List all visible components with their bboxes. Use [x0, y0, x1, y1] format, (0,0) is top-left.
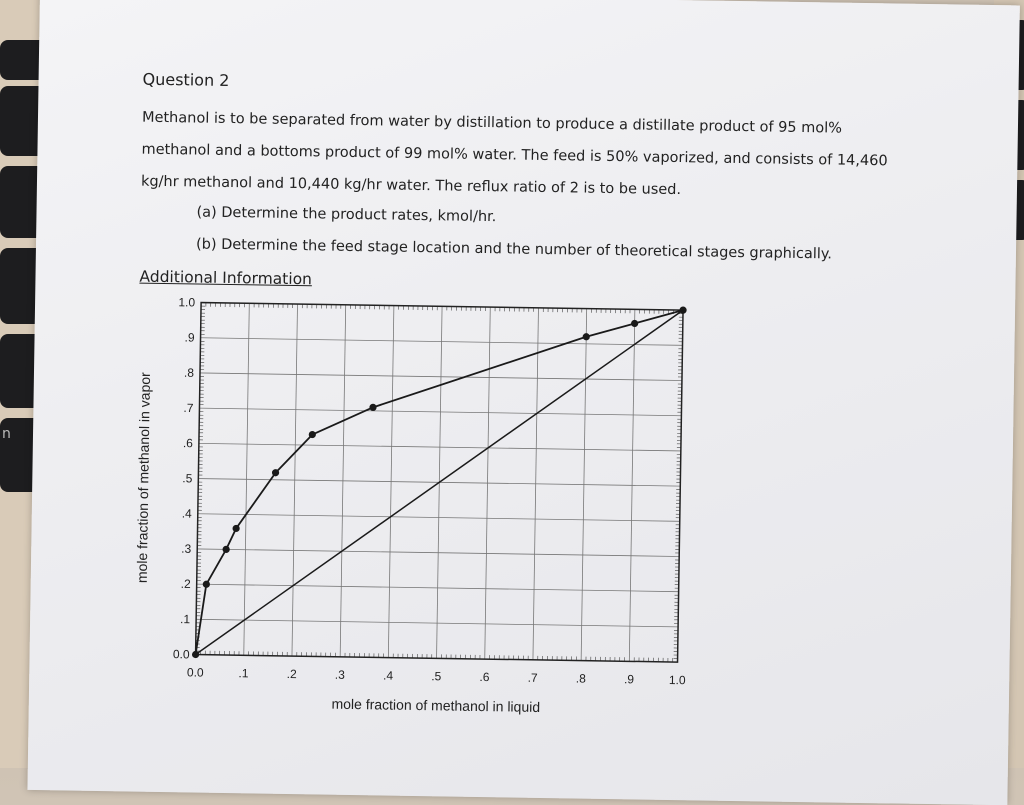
equilibrium-data-point — [223, 546, 230, 553]
equilibrium-data-point — [369, 404, 376, 411]
y-tick-label: .6 — [183, 436, 194, 450]
x-axis-label: mole fraction of methanol in liquid — [331, 696, 540, 715]
equilibrium-data-point — [631, 320, 638, 327]
y-tick-label: .5 — [182, 471, 193, 485]
equilibrium-data-point — [203, 581, 210, 588]
key-label-n: n — [2, 426, 11, 442]
part-b: (b) Determine the feed stage location and the number of theoretical stages graphically. — [196, 236, 832, 262]
y-tick-label: 1.0 — [178, 295, 195, 309]
x-tick-label: .2 — [287, 667, 298, 681]
x-tick-label: .8 — [576, 672, 587, 686]
y-tick-label: .8 — [184, 366, 195, 380]
chart-y-tick-labels — [173, 295, 196, 661]
question-line-2: methanol and a bottoms product of 99 mol% water. The feed is 50% vaporized, and consists of 14,460 — [141, 142, 887, 170]
y-tick-label: 0.0 — [173, 647, 190, 661]
x-tick-label: .4 — [383, 668, 394, 682]
equilibrium-chart — [125, 281, 772, 731]
y-tick-label: .2 — [181, 577, 192, 591]
y-tick-label: .7 — [183, 401, 194, 415]
y-tick-label: .4 — [182, 506, 193, 520]
y-tick-label: .1 — [180, 612, 191, 626]
x-tick-label: .9 — [624, 672, 635, 686]
chart-x-tick-labels — [187, 665, 686, 687]
chart-series-layer — [192, 299, 687, 666]
y-tick-label: .9 — [184, 331, 195, 345]
paper-sheet — [27, 0, 1019, 805]
equilibrium-data-point — [583, 333, 590, 340]
y-axis-label: mole fraction of methanol in vapor — [134, 372, 153, 583]
x-tick-label: .6 — [479, 670, 490, 684]
x-tick-label: .5 — [431, 669, 442, 683]
question-title: Question 2 — [142, 70, 229, 90]
y-tick-label: .3 — [181, 542, 192, 556]
x-tick-label: 0.0 — [187, 665, 204, 679]
additional-information-heading: Additional Information — [139, 268, 312, 289]
x-tick-label: .7 — [528, 671, 539, 685]
question-line-1: Methanol is to be separated from water by distillation to produce a distillate product of 95 mol% — [142, 110, 842, 137]
x-tick-label: 1.0 — [669, 673, 686, 687]
x-tick-label: .3 — [335, 668, 346, 682]
x-tick-label: .1 — [238, 666, 249, 680]
question-line-3: kg/hr methanol and 10,440 kg/hr water. The reflux ratio of 2 is to be used. — [141, 174, 681, 198]
part-a: (a) Determine the product rates, kmol/hr. — [196, 204, 496, 225]
